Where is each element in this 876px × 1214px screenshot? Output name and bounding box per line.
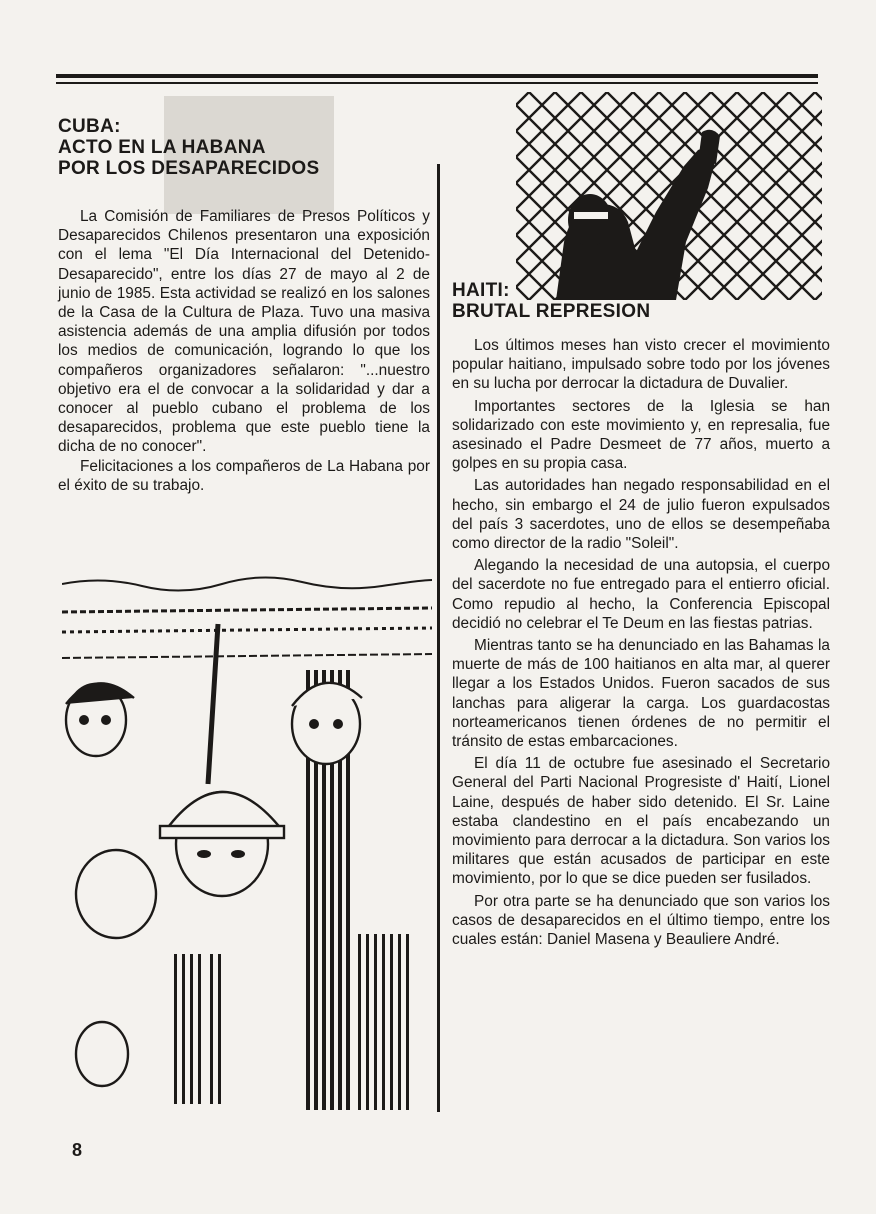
- haiti-paragraph: Importantes sectores de la Iglesia se han solidarizado con este movimiento y, en represalia, fue asesinado el Padre Desmeet de 77 años, muerto a golpes en su propia casa.: [452, 397, 830, 473]
- haiti-body: [452, 336, 830, 949]
- cuba-headline: [58, 116, 430, 179]
- header-rule-thin: [56, 82, 818, 84]
- header-rule-thick: [56, 74, 818, 78]
- cuba-paragraph: Felicitaciones a los compañeros de La Habana por el éxito de su trabajo.: [58, 457, 430, 494]
- crowd-illustration: [62, 574, 432, 1122]
- cuba-article: [58, 116, 430, 495]
- haiti-article: [452, 280, 830, 952]
- cuba-headline-line: CUBA:: [58, 116, 121, 137]
- haiti-paragraph: Las autoridades han negado responsabilidad en el hecho, sin embargo el 24 de julio fueron expulsados del país 3 sacerdotes, uno de ellos se desempeñaba como director de la radio "Soleil".: [452, 477, 830, 553]
- cuba-headline-line: POR LOS DESAPARECIDOS: [58, 158, 320, 179]
- protest-fence-photo: [516, 92, 822, 300]
- cuba-headline-line: ACTO EN LA HABANA: [58, 137, 266, 158]
- haiti-paragraph: El día 11 de octubre fue asesinado el Secretario General del Parti Nacional Progresiste d' Haití, Lionel Laine, después de haber sido detenido. El Sr. Laine estaba clandestino en el país encabezando un movimiento para derrocar a la dictadura. Son varios los militares que están acusados de participar en este movimiento, por lo que se dice pueden ser fusilados.: [452, 755, 830, 888]
- haiti-headline-line: HAITI:: [452, 280, 510, 301]
- haiti-headline: [452, 280, 830, 322]
- cuba-paragraph: La Comisión de Familiares de Presos Políticos y Desaparecidos Chilenos presentaron una exposición con el lema "El Día Internacional del Detenido-Desaparecido", entre los días 27 de mayo al 2 de junio de 1985. Esta actividad se realizó en los salones de la Casa de la Cultura de Plaza. Tuvo una masiva asistencia además de una amplia difusión por todos los medios de comunicación, logrando lo que los compañeros organizadores señalaron: "...nuestro objetivo era el de convocar a la solidaridad y dar a conocer al pueblo cubano el problema de los desaparecidos, problema que este pueblo tiene la dicha de no conocer".: [58, 208, 430, 456]
- haiti-headline-line: BRUTAL REPRESION: [452, 301, 651, 322]
- cuba-body: [58, 207, 430, 495]
- column-divider: [437, 164, 440, 1112]
- haiti-paragraph: Mientras tanto se ha denunciado en las Bahamas la muerte de más de 100 haitianos en alta mar, al querer llegar a los Estados Unidos. Fueron sacados de sus lanchas para aligerar la carga. Los guardacostas norteamericanos tienen órdenes de no permitir el tránsito de estas embarcaciones.: [452, 637, 830, 751]
- page-number: 8: [72, 1140, 83, 1160]
- haiti-paragraph: Alegando la necesidad de una autopsia, el cuerpo del sacerdote no fue entregado para el entierro oficial. Como repudio al hecho, la Conferencia Episcopal decidió no celebrar el Te Deum en las fiestas patrias.: [452, 557, 830, 632]
- haiti-paragraph: Por otra parte se ha denunciado que son varios los casos de desaparecidos en el último tiempo, entre los cuales están: Daniel Masena y Beauliere André.: [452, 892, 830, 949]
- haiti-paragraph: Los últimos meses han visto crecer el movimiento popular haitiano, impulsado sobre todo por los jóvenes en su lucha por derrocar la dictadura de Duvalier.: [452, 337, 830, 393]
